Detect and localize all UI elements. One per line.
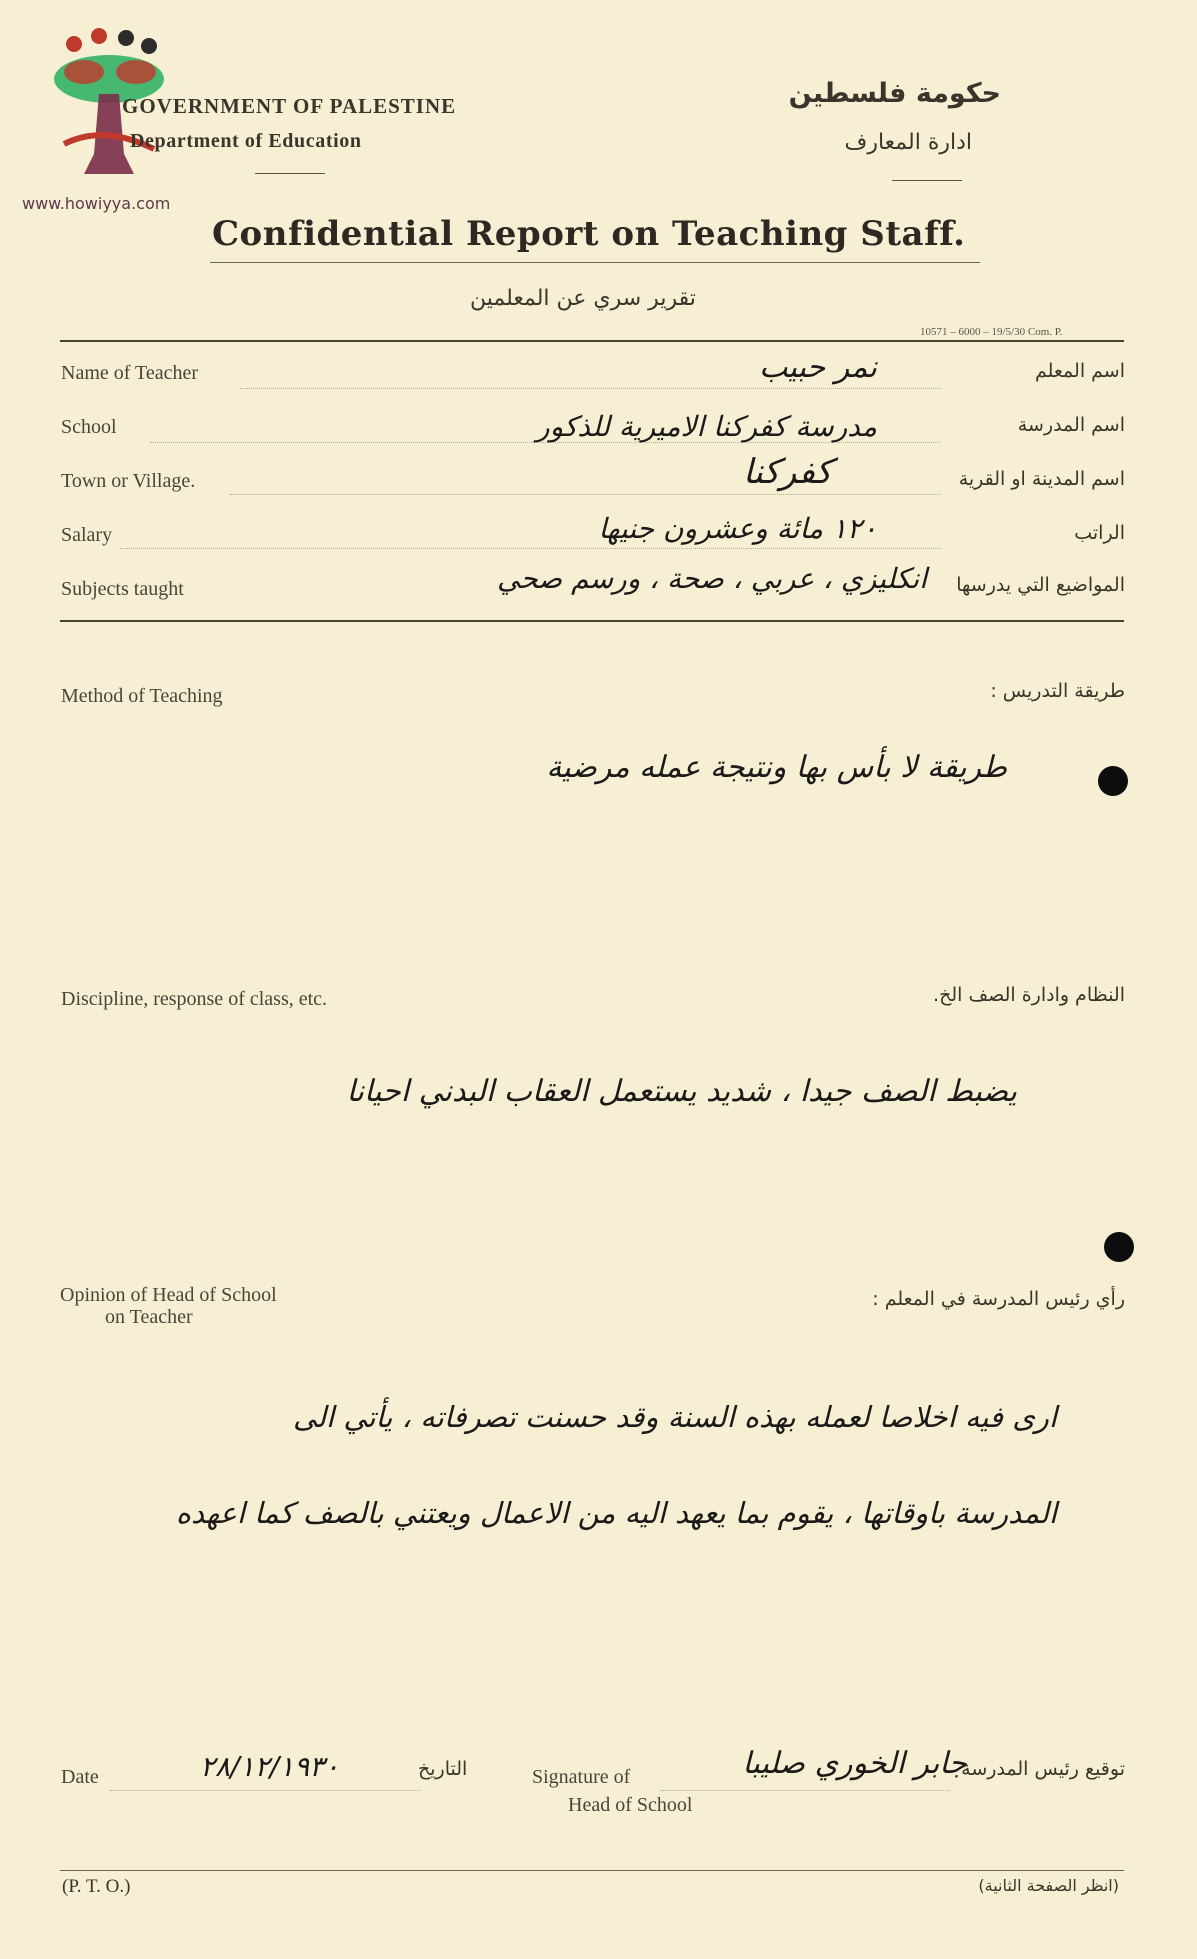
header-ornament-left bbox=[255, 173, 325, 174]
fields-bottom-rule bbox=[60, 620, 1124, 622]
pto-label: (P. T. O.) bbox=[62, 1876, 131, 1897]
field-town-value: كفركنا bbox=[743, 452, 832, 492]
signature-label-line2: Head of School bbox=[568, 1794, 693, 1816]
opinion-label-line1: Opinion of Head of School bbox=[60, 1284, 277, 1306]
footer-rule bbox=[60, 1870, 1124, 1871]
header-department-ar: ادارة المعارف bbox=[844, 130, 972, 155]
form-code: 10571 – 6000 – 19/5/30 Com. P. bbox=[920, 326, 1063, 338]
field-subjects-label-ar: المواضيع التي يدرسها bbox=[956, 574, 1125, 596]
field-subjects-value: انكليزي ، عربي ، صحة ، ورسم صحي bbox=[496, 562, 927, 595]
field-salary-value: ١٢٠ مائة وعشرون جنيها bbox=[598, 512, 877, 545]
method-label-ar: طريقة التدريس : bbox=[990, 680, 1125, 702]
report-title-ar: تقرير سري عن المعلمين bbox=[470, 286, 696, 311]
signature-value: جابر الخوري صليبا bbox=[742, 1746, 967, 1781]
pto-label-ar: (انظر الصفحة الثانية) bbox=[978, 1876, 1119, 1895]
field-town-label: Town or Village. bbox=[61, 470, 196, 492]
field-town-label-ar: اسم المدينة او القرية bbox=[958, 468, 1125, 490]
opinion-label-ar: رأي رئيس المدرسة في المعلم : bbox=[872, 1288, 1125, 1310]
field-salary-label-ar: الراتب bbox=[1074, 522, 1125, 544]
field-name-value: نمر حبيب bbox=[759, 350, 877, 385]
field-town-line bbox=[230, 494, 940, 495]
date-line bbox=[110, 1790, 420, 1791]
title-underline bbox=[210, 262, 980, 263]
header-ornament-right bbox=[892, 180, 962, 181]
header-government: GOVERNMENT OF PALESTINE bbox=[122, 94, 457, 118]
field-subjects-label: Subjects taught bbox=[61, 578, 184, 600]
report-title: Confidential Report on Teaching Staff. bbox=[212, 214, 966, 254]
discipline-label-ar: النظام وادارة الصف الخ. bbox=[933, 984, 1125, 1006]
opinion-text-line1: ارى فيه اخلاصا لعمله بهذه السنة وقد حسنت تصرفاته ، يأتي الى bbox=[293, 1400, 1057, 1434]
header-government-ar: حكومة فلسطين bbox=[788, 78, 1001, 109]
watermark-url: www.howiyya.com bbox=[22, 194, 171, 213]
date-label-ar: التاريخ bbox=[418, 1758, 468, 1780]
date-value: ٢٨/١٢/١٩٣٠ bbox=[200, 1750, 340, 1783]
field-name-label: Name of Teacher bbox=[61, 362, 199, 384]
field-school-label: School bbox=[61, 416, 117, 438]
field-name-label-ar: اسم المعلم bbox=[1034, 360, 1125, 382]
method-label: Method of Teaching bbox=[61, 685, 223, 707]
discipline-label: Discipline, response of class, etc. bbox=[61, 988, 328, 1010]
method-text: طريقة لا بأس بها ونتيجة عمله مرضية bbox=[546, 750, 1007, 785]
field-school-line bbox=[150, 442, 940, 443]
date-label: Date bbox=[61, 1766, 99, 1788]
field-school-label-ar: اسم المدرسة bbox=[1017, 414, 1125, 436]
field-salary-label: Salary bbox=[61, 524, 113, 546]
signature-label-line1: Signature of bbox=[532, 1766, 631, 1788]
punch-hole-top bbox=[1098, 766, 1128, 796]
field-school-value: مدرسة كفركنا الاميرية للذكور bbox=[536, 410, 877, 443]
opinion-text-line2: المدرسة باوقاتها ، يقوم بما يعهد اليه من الاعمال ويعتني بالصف كما اعهده bbox=[175, 1496, 1057, 1530]
field-name-line bbox=[240, 388, 940, 389]
signature-line bbox=[660, 1790, 950, 1791]
header-rule bbox=[60, 340, 1124, 342]
signature-label-ar: توقيع رئيس المدرسة bbox=[961, 1758, 1125, 1780]
field-salary-line bbox=[120, 548, 940, 549]
header-department: Department of Education bbox=[130, 130, 362, 152]
punch-hole-bottom bbox=[1104, 1232, 1134, 1262]
opinion-label-line2: on Teacher bbox=[105, 1306, 193, 1328]
discipline-text: يضبط الصف جيدا ، شديد يستعمل العقاب البدني احيانا bbox=[346, 1074, 1017, 1109]
